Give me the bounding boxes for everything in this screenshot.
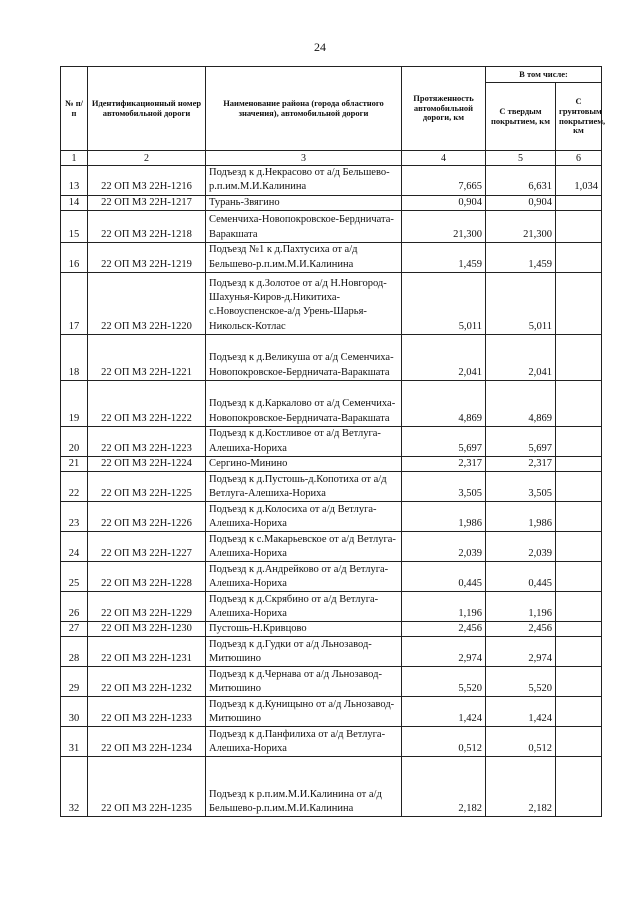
row-number: 14 [61,195,88,210]
road-length: 2,039 [402,532,486,562]
road-name: Подъезд к д.Костливое от а/д Ветлуга-Алешиха-Нориха [206,426,402,456]
road-length: 5,520 [402,667,486,697]
soil-surface-length [556,562,602,592]
road-name: Семенчиха-Новопокровское-Бердничата-Варакшата [206,210,402,242]
road-id: 22 ОП МЗ 22Н-1220 [88,272,206,334]
row-number: 20 [61,426,88,456]
hard-surface-length: 5,697 [486,426,556,456]
header-road-id: Идентификационный номер автомобильной дороги [88,67,206,151]
road-length: 3,505 [402,472,486,502]
column-number: 2 [88,151,206,166]
table-row [61,472,602,502]
hard-surface-length: 2,974 [486,637,556,667]
soil-surface-length [556,727,602,757]
soil-surface-length [556,622,602,637]
road-length: 5,697 [402,426,486,456]
row-number: 21 [61,456,88,471]
hard-surface-length: 2,456 [486,622,556,637]
row-number: 26 [61,592,88,622]
roads-table [60,66,606,817]
hard-surface-length: 2,317 [486,456,556,471]
road-name: Подъезд к с.Макарьевское от а/д Ветлуга-Алешиха-Нориха [206,532,402,562]
header-hard-surface: С твердым покрытием, км [486,83,556,151]
page-number: 24 [314,40,326,54]
table-row [61,622,602,637]
road-id: 22 ОП МЗ 22Н-1232 [88,667,206,697]
road-name: Подъезд к д.Чернава от а/д Льнозавод-Митюшино [206,667,402,697]
road-name: Подъезд к р.п.им.М.И.Калинина от а/д Бельшево-р.п.им.М.И.Калинина [206,757,402,817]
hard-surface-length: 1,459 [486,242,556,272]
road-id: 22 ОП МЗ 22Н-1226 [88,502,206,532]
soil-surface-length: 1,034 [556,166,602,196]
table-row [61,380,602,426]
road-name: Подъезд к д.Гудки от а/д Льнозавод-Митюшино [206,637,402,667]
road-id: 22 ОП МЗ 22Н-1228 [88,562,206,592]
column-number: 1 [61,151,88,166]
row-number: 17 [61,272,88,334]
soil-surface-length [556,637,602,667]
hard-surface-length: 4,869 [486,380,556,426]
road-length: 1,459 [402,242,486,272]
table-row [61,727,602,757]
road-length: 7,665 [402,166,486,196]
header-length: Протяженность автомобильной дороги, км [402,67,486,151]
row-number: 16 [61,242,88,272]
table-row [61,166,602,196]
road-id: 22 ОП МЗ 22Н-1229 [88,592,206,622]
soil-surface-length [556,272,602,334]
road-id: 22 ОП МЗ 22Н-1233 [88,697,206,727]
header-including: В том числе: [486,67,602,83]
table-row [61,532,602,562]
table-row [61,195,602,210]
row-number: 32 [61,757,88,817]
road-name: Турань-Звягино [206,195,402,210]
hard-surface-length: 1,424 [486,697,556,727]
road-length: 4,869 [402,380,486,426]
row-number: 27 [61,622,88,637]
road-id: 22 ОП МЗ 22Н-1225 [88,472,206,502]
road-id: 22 ОП МЗ 22Н-1234 [88,727,206,757]
soil-surface-length [556,380,602,426]
road-id: 22 ОП МЗ 22Н-1227 [88,532,206,562]
hard-surface-length: 6,631 [486,166,556,196]
soil-surface-length [556,757,602,817]
table-row [61,334,602,380]
road-name: Подъезд к д.Пустошь-д.Копотиха от а/д Ветлуга-Алешиха-Нориха [206,472,402,502]
road-id: 22 ОП МЗ 22Н-1221 [88,334,206,380]
table-row [61,242,602,272]
soil-surface-length [556,426,602,456]
soil-surface-length [556,472,602,502]
road-name: Подъезд к д.Панфилиха от а/д Ветлуга-Алешиха-Нориха [206,727,402,757]
road-length: 1,424 [402,697,486,727]
row-number: 31 [61,727,88,757]
road-name: Подъезд к д.Каркалово от а/д Семенчиха-Новопокровское-Бердничата-Варакшата [206,380,402,426]
road-length: 5,011 [402,272,486,334]
road-length: 2,317 [402,456,486,471]
column-number: 5 [486,151,556,166]
hard-surface-length: 0,445 [486,562,556,592]
soil-surface-length [556,334,602,380]
hard-surface-length: 2,041 [486,334,556,380]
table-row [61,697,602,727]
soil-surface-length [556,456,602,471]
table-row [61,592,602,622]
row-number: 15 [61,210,88,242]
soil-surface-length [556,697,602,727]
road-id: 22 ОП МЗ 22Н-1217 [88,195,206,210]
table-row [61,502,602,532]
table-row [61,456,602,471]
road-id: 22 ОП МЗ 22Н-1231 [88,637,206,667]
row-number: 29 [61,667,88,697]
soil-surface-length [556,502,602,532]
table-row [61,272,602,334]
table-row [61,757,602,817]
road-id: 22 ОП МЗ 22Н-1216 [88,166,206,196]
road-length: 2,182 [402,757,486,817]
hard-surface-length: 0,904 [486,195,556,210]
column-number: 3 [206,151,402,166]
soil-surface-length [556,242,602,272]
road-name: Подъезд к д.Колосиха от а/д Ветлуга-Алешиха-Нориха [206,502,402,532]
road-name: Подъезд к д.Некрасово от а/д Бельшево-р.п.им.М.И.Калинина [206,166,402,196]
table-row [61,210,602,242]
road-length: 0,512 [402,727,486,757]
road-name: Сергино-Минино [206,456,402,471]
row-number: 25 [61,562,88,592]
road-name: Подъезд к д.Скрябино от а/д Ветлуга-Алешиха-Нориха [206,592,402,622]
row-number: 28 [61,637,88,667]
hard-surface-length: 21,300 [486,210,556,242]
road-name: Подъезд к д.Андрейково от а/д Ветлуга-Алешиха-Нориха [206,562,402,592]
road-id: 22 ОП МЗ 22Н-1230 [88,622,206,637]
road-length: 0,445 [402,562,486,592]
table-body [61,166,602,817]
road-length: 2,974 [402,637,486,667]
hard-surface-length: 3,505 [486,472,556,502]
row-number: 23 [61,502,88,532]
hard-surface-length: 2,039 [486,532,556,562]
table-row [61,426,602,456]
table-row [61,637,602,667]
row-number: 19 [61,380,88,426]
column-number: 6 [556,151,602,166]
soil-surface-length [556,592,602,622]
road-length: 0,904 [402,195,486,210]
soil-surface-length [556,210,602,242]
row-number: 18 [61,334,88,380]
road-id: 22 ОП МЗ 22Н-1223 [88,426,206,456]
road-length: 2,041 [402,334,486,380]
column-number: 4 [402,151,486,166]
road-name: Подъезд №1 к д.Пахтусиха от а/д Бельшево-р.п.им.М.И.Калинина [206,242,402,272]
road-id: 22 ОП МЗ 22Н-1218 [88,210,206,242]
road-name: Пустошь-Н.Кривцово [206,622,402,637]
road-id: 22 ОП МЗ 22Н-1222 [88,380,206,426]
row-number: 22 [61,472,88,502]
hard-surface-length: 1,196 [486,592,556,622]
hard-surface-length: 5,520 [486,667,556,697]
road-id: 22 ОП МЗ 22Н-1235 [88,757,206,817]
road-length: 1,986 [402,502,486,532]
road-length: 21,300 [402,210,486,242]
road-length: 1,196 [402,592,486,622]
header-number: № п/п [61,67,88,151]
row-number: 24 [61,532,88,562]
road-id: 22 ОП МЗ 22Н-1224 [88,456,206,471]
road-id: 22 ОП МЗ 22Н-1219 [88,242,206,272]
hard-surface-length: 0,512 [486,727,556,757]
table-row [61,667,602,697]
hard-surface-length: 5,011 [486,272,556,334]
hard-surface-length: 1,986 [486,502,556,532]
road-name: Подъезд к д.Золотое от а/д Н.Новгород-Шахунья-Киров-д.Никитиха-с.Новоуспенское-а/д Урень-Шарья-Никольск-Котлас [206,272,402,334]
table-row [61,562,602,592]
soil-surface-length [556,532,602,562]
header-soil-surface: С грунтовым покрытием, км [556,83,602,151]
road-length: 2,456 [402,622,486,637]
row-number: 30 [61,697,88,727]
road-name: Подъезд к д.Кунищыно от а/д Льнозавод-Митюшино [206,697,402,727]
soil-surface-length [556,667,602,697]
header-road-name: Наименование района (города областного значения), автомобильной дороги [206,67,402,151]
row-number: 13 [61,166,88,196]
hard-surface-length: 2,182 [486,757,556,817]
road-name: Подъезд к д.Великуша от а/д Семенчиха-Новопокровское-Бердничата-Варакшата [206,334,402,380]
soil-surface-length [556,195,602,210]
